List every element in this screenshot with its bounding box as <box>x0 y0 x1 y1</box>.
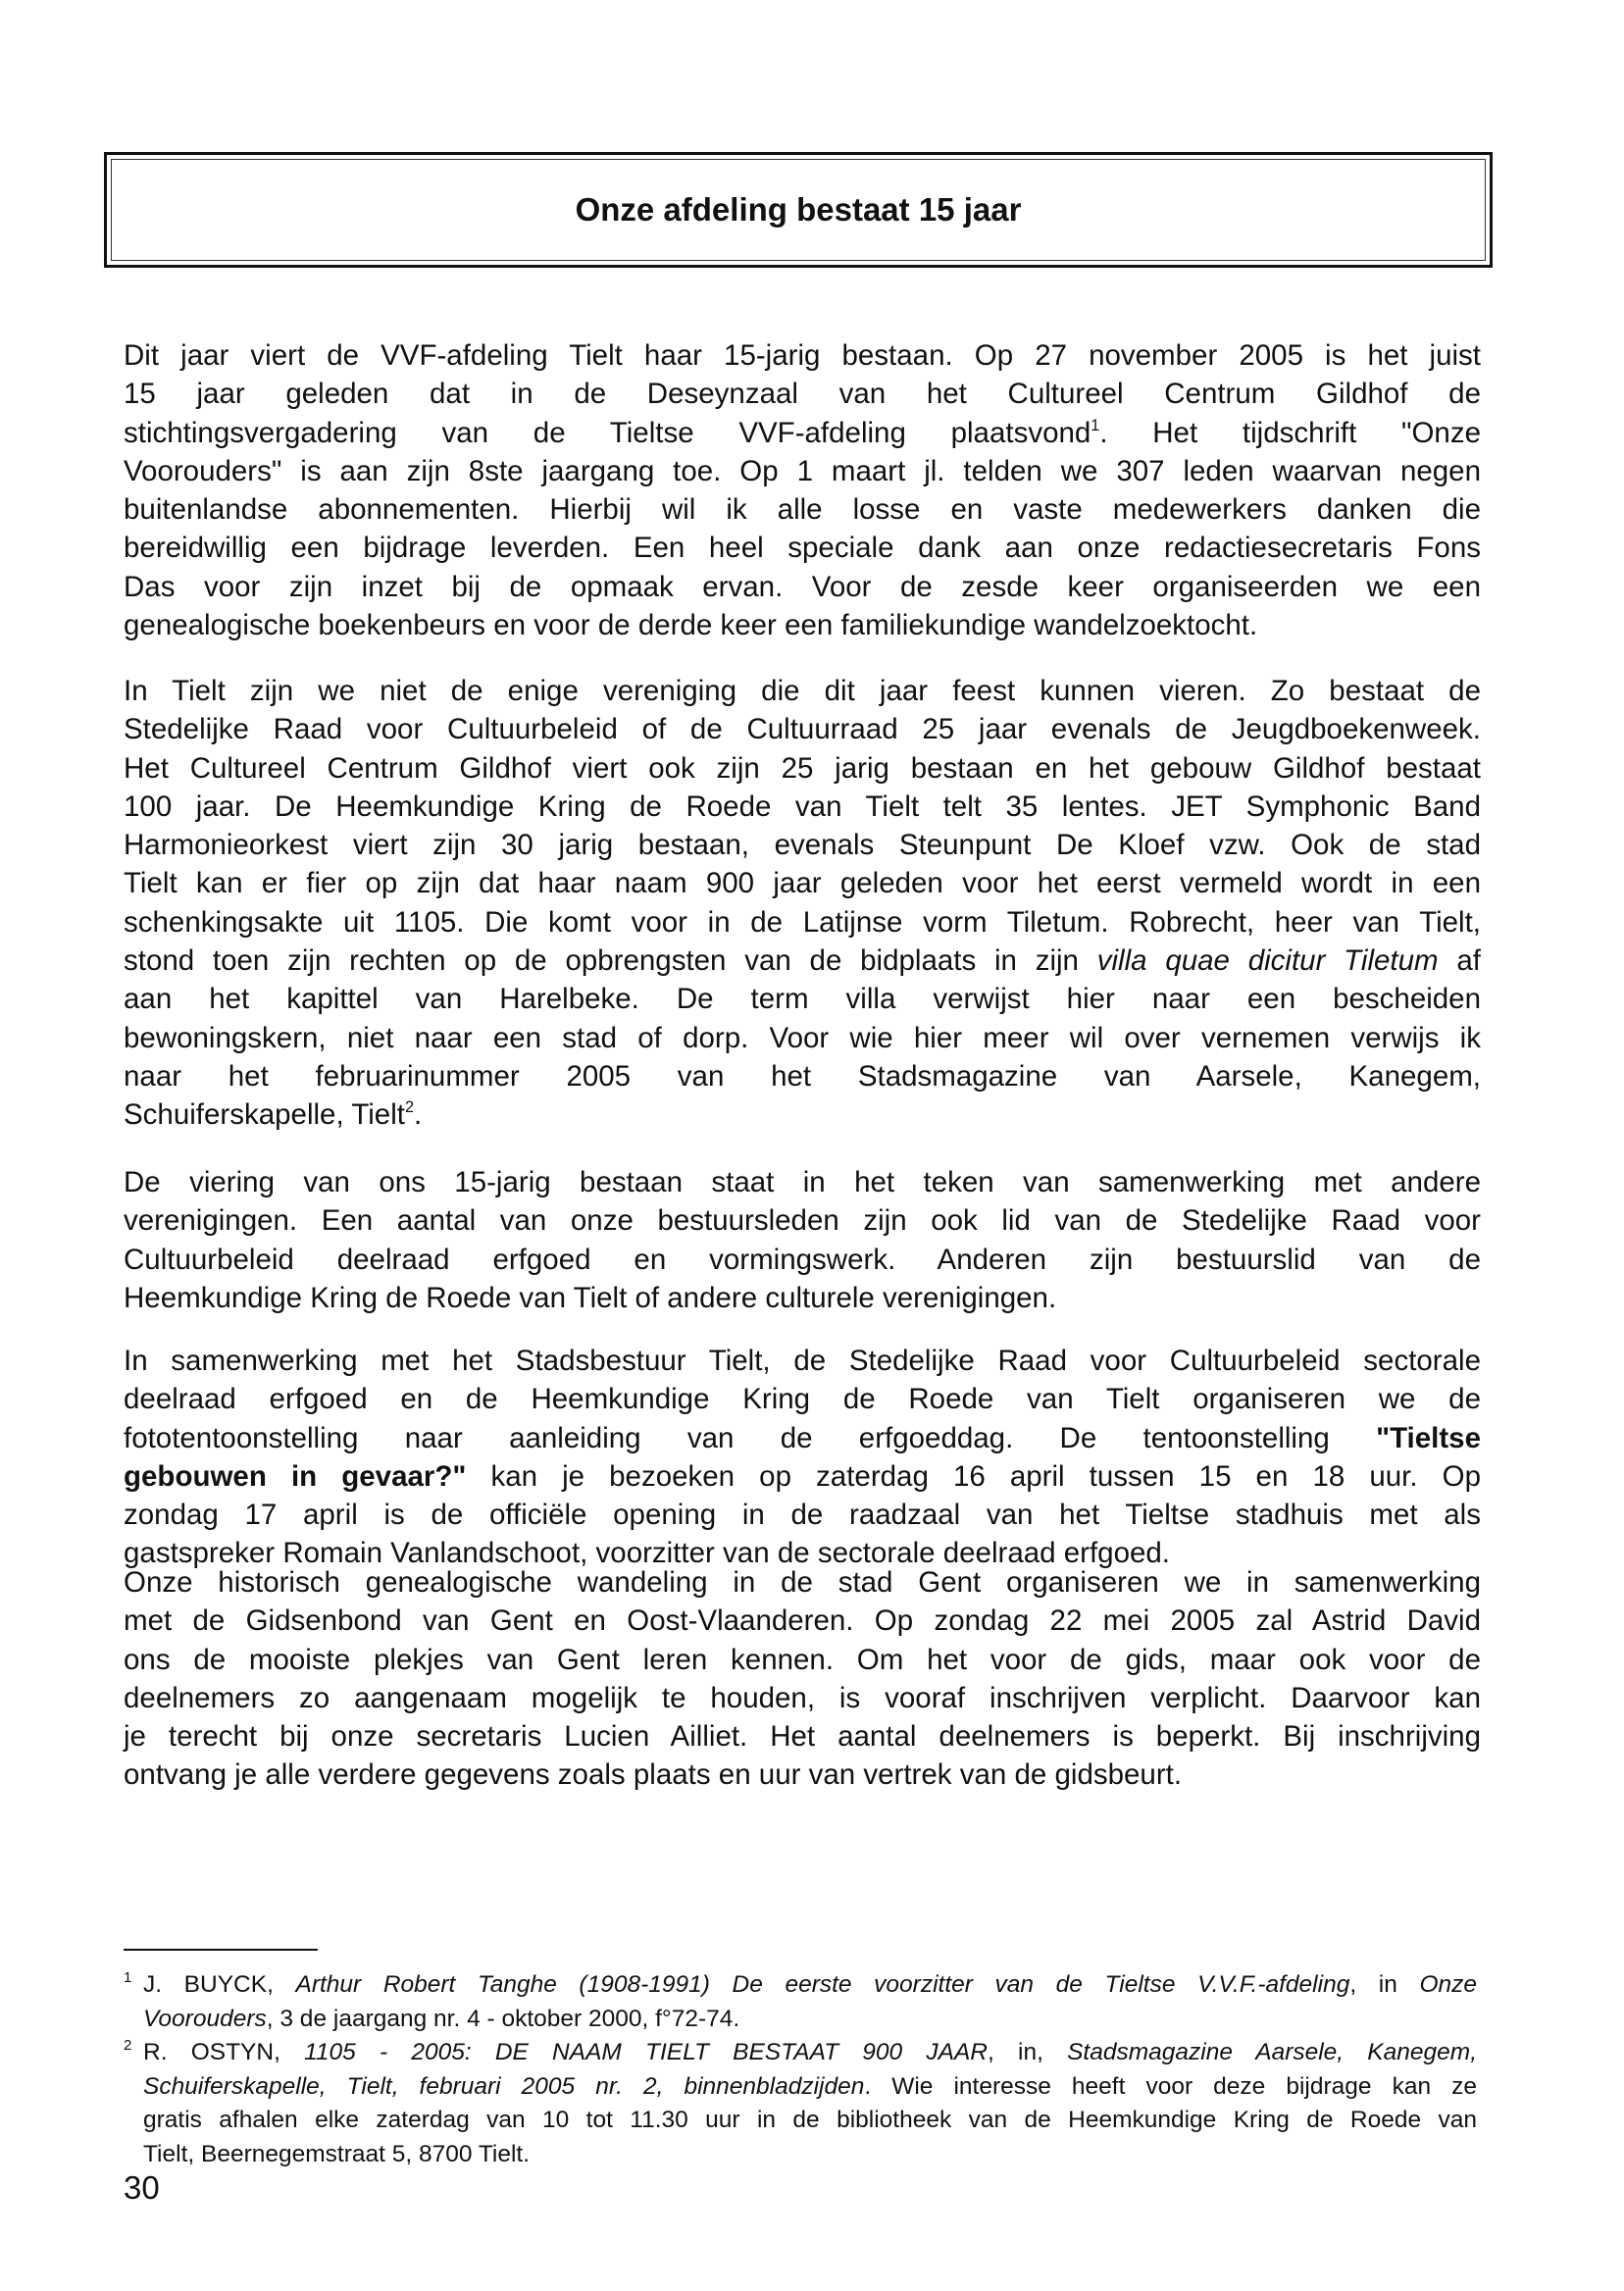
text-segment: Stedelijke Raad voor Cultuurbeleid of de Cultuurraad 25 jaar evenals de Jeugdboekenweek. <box>124 713 1481 746</box>
text-segment: bereidwillig een bijdrage leverden. Een heel speciale dank aan onze redactiesecretaris Fons <box>124 532 1481 565</box>
text-line <box>124 1717 1481 1756</box>
text-segment: De viering van ons 15-jarig bestaan staat in het teken van samenwerking met andere <box>124 1166 1481 1198</box>
text-line <box>124 568 1481 606</box>
footnote-separator <box>124 1949 318 1951</box>
text-line <box>124 1602 1481 1640</box>
text-segment: gastspreker Romain Vanlandschoot, voorzitter van de sectorale deelraad erfgoed. <box>124 1537 1170 1570</box>
footnote-reference: 2 <box>404 1098 414 1117</box>
italic-text: Schuiferskapelle, Tielt, februari 2005 nr. 2, binnenbladzijden <box>143 2072 865 2100</box>
page-title: Onze afdeling bestaat 15 jaar <box>575 191 1022 228</box>
text-segment: Cultuurbeleid deelraad erfgoed en vormingswerk. Anderen zijn bestuurslid van de <box>124 1243 1481 1276</box>
text-segment: naar het februarinummer 2005 van het Stadsmagazine van Aarsele, Kanegem, <box>124 1059 1481 1093</box>
text-line <box>124 1279 1481 1317</box>
text-line <box>124 2036 1477 2070</box>
text-line <box>124 1756 1481 1794</box>
text-segment: . <box>413 1098 423 1132</box>
paragraph <box>124 1563 1481 1795</box>
text-line <box>124 1163 1481 1201</box>
text-line <box>124 2138 1477 2172</box>
footnote-number: 2 <box>124 2037 132 2054</box>
text-line <box>124 1496 1481 1534</box>
italic-text: 1105 - 2005: DE NAAM TIELT BESTAAT 900 JAAR <box>304 2039 988 2065</box>
text-line <box>124 1342 1481 1380</box>
text-segment: schenkingsakte uit 1105. Die komt voor in de Latijnse vorm Tiletum. Robrecht, heer van Tielt, <box>124 905 1481 939</box>
text-line <box>124 788 1481 826</box>
text-segment: R. OSTYN, <box>143 2039 305 2065</box>
text-line <box>124 606 1481 644</box>
text-line <box>124 375 1481 413</box>
text-line <box>124 672 1481 710</box>
text-segment: . Wie interesse heeft voor deze bijdrage kan ze <box>864 2072 1478 2100</box>
text-line <box>124 2104 1477 2138</box>
paragraph <box>124 672 1481 1135</box>
footnote-number: 1 <box>124 1969 132 1986</box>
text-segment: 100 jaar. De Heemkundige Kring de Roede van Tielt telt 35 lentes. JET Symphonic Band <box>124 789 1481 823</box>
text-segment: Heemkundige Kring de Roede van Tielt of andere culturele verenigingen. <box>124 1281 1057 1314</box>
text-segment: ontvang je alle verdere gegevens zoals plaats en uur van vertrek van de gidsbeurt. <box>124 1758 1183 1792</box>
text-line <box>124 1095 1481 1134</box>
text-line <box>124 826 1481 864</box>
text-segment: Tielt kan er fier op zijn dat haar naam 900 jaar geleden voor het eerst vermeld wordt in een <box>124 867 1481 900</box>
text-segment: gratis afhalen elke zaterdag van 10 tot 11.30 uur in de bibliotheek van de Heemkundige Kring de Roede van <box>143 2107 1477 2134</box>
text-segment: stichtingsvergadering van de Tieltse VVF-afdeling plaatsvond <box>124 416 1091 449</box>
text-segment: ons de mooiste plekjes van Gent leren kennen. Om het voor de gids, maar ook voor de <box>124 1643 1481 1676</box>
bold-text: gebouwen in gevaar?" <box>124 1459 467 1493</box>
text-line <box>124 1057 1481 1095</box>
text-segment: Das voor zijn inzet bij de opmaak ervan. Voor de zesde keer organiseerden we een <box>124 570 1481 603</box>
text-segment: . Het tijdschrift "Onze <box>1099 416 1481 449</box>
text-line <box>124 942 1481 980</box>
text-segment: fototentoonstelling naar aanleiding van de erfgoeddag. De tentoonstelling <box>124 1421 1377 1454</box>
text-segment: , 3 de jaargang nr. 4 - oktober 2000, f°72-74. <box>266 2005 740 2032</box>
text-segment: zondag 17 april is de officiële opening in de raadzaal van het Tieltse stadhuis met als <box>124 1499 1481 1532</box>
text-segment: af <box>1438 944 1481 978</box>
text-line <box>124 1241 1481 1279</box>
text-line <box>124 1563 1481 1602</box>
text-segment: Het Cultureel Centrum Gildhof viert ook zijn 25 jarig bestaan en het gebouw Gildhof bestaat <box>124 751 1481 785</box>
text-line <box>124 1201 1481 1240</box>
text-line <box>124 336 1481 375</box>
text-segment: In samenwerking met het Stadsbestuur Tielt, de Stedelijke Raad voor Cultuurbeleid sectorale <box>124 1345 1481 1377</box>
text-segment: stond toen zijn rechten op de opbrengsten van de bidplaats in zijn <box>124 944 1097 978</box>
text-segment: aan het kapittel van Harelbeke. De term villa verwijst hier naar een bescheiden <box>124 983 1481 1016</box>
text-segment: kan je bezoeken op zaterdag 16 april tussen 15 en 18 uur. Op <box>466 1459 1481 1493</box>
text-segment: In Tielt zijn we niet de enige vereniging die dit jaar feest kunnen vieren. Zo bestaat de <box>124 675 1481 707</box>
text-line <box>124 903 1481 942</box>
text-segment: 15 jaar geleden dat in de Deseynzaal van het Cultureel Centrum Gildhof de <box>124 378 1481 411</box>
text-line <box>124 2003 1477 2037</box>
footnote <box>124 1968 1477 2036</box>
italic-text: Voorouders <box>143 2005 267 2032</box>
text-line <box>124 1679 1481 1717</box>
text-segment: Dit jaar viert de VVF-afdeling Tielt haar 15-jarig bestaan. Op 27 november 2005 is het juist <box>124 339 1481 372</box>
paragraph <box>124 1342 1481 1573</box>
text-line <box>124 452 1481 490</box>
text-segment: je terecht bij onze secretaris Lucien Ailliet. Het aantal deelnemers is beperkt. Bij inschrijving <box>124 1720 1481 1754</box>
footnote <box>124 2036 1477 2171</box>
text-line <box>124 1419 1481 1457</box>
italic-text: Arthur Robert Tanghe (1908-1991) De eerste voorzitter van de Tieltse V.V.F.-afdeling <box>295 1971 1350 1998</box>
bold-text: "Tieltse <box>1376 1421 1481 1454</box>
text-line <box>124 1380 1481 1418</box>
text-segment: Tielt, Beernegemstraat 5, 8700 Tielt. <box>143 2140 531 2167</box>
text-line <box>124 710 1481 748</box>
text-line <box>124 529 1481 567</box>
text-line <box>124 2070 1477 2105</box>
text-line <box>124 749 1481 788</box>
text-line <box>124 980 1481 1018</box>
text-segment: deelraad erfgoed en de Heemkundige Kring de Roede van Tielt organiseren we de <box>124 1383 1481 1416</box>
italic-text: Onze <box>1419 1971 1477 1998</box>
title-box-inner <box>111 159 1486 261</box>
text-line <box>124 490 1481 529</box>
italic-text: villa quae dicitur Tiletum <box>1096 944 1439 978</box>
text-segment: , in <box>1349 1971 1420 1998</box>
text-segment: genealogische boekenbeurs en voor de derde keer een familiekundige wandelzoektocht. <box>124 609 1258 642</box>
text-segment: , in, <box>988 2039 1068 2065</box>
text-segment: buitenlandse abonnementen. Hierbij wil ik alle losse en vaste medewerkers danken die <box>124 493 1481 527</box>
text-line <box>124 414 1481 452</box>
text-segment: met de Gidsenbond van Gent en Oost-Vlaanderen. Op zondag 22 mei 2005 zal Astrid David <box>124 1604 1481 1638</box>
text-line <box>124 1968 1477 2003</box>
text-segment: Onze historisch genealogische wandeling in de stad Gent organiseren we in samenwerking <box>124 1566 1481 1599</box>
paragraph <box>124 336 1481 644</box>
text-line <box>124 1019 1481 1057</box>
text-segment: deelnemers zo aangenaam mogelijk te houden, is vooraf inschrijven verplicht. Daarvoor kan <box>124 1681 1481 1714</box>
text-segment: Voorouders" is aan zijn 8ste jaargang toe. Op 1 maart jl. telden we 307 leden waarvan negen <box>124 454 1481 487</box>
text-segment: Schuiferskapelle, Tielt <box>124 1098 405 1132</box>
italic-text: Stadsmagazine Aarsele, Kanegem, <box>1067 2039 1477 2065</box>
text-line <box>124 864 1481 902</box>
text-line <box>124 1457 1481 1496</box>
text-segment: verenigingen. Een aantal van onze bestuursleden zijn ook lid van de Stedelijke Raad voor <box>124 1204 1481 1238</box>
text-segment: Harmonieorkest viert zijn 30 jarig bestaan, evenals Steunpunt De Kloef vzw. Ook de stad <box>124 829 1481 862</box>
text-line <box>124 1641 1481 1679</box>
text-segment: J. BUYCK, <box>143 1971 296 1998</box>
text-segment: bewoningskern, niet naar een stad of dorp. Voor wie hier meer wil over vernemen verwijs ik <box>124 1021 1481 1054</box>
paragraph <box>124 1163 1481 1317</box>
page-number: 30 <box>124 2169 160 2206</box>
title-box <box>104 152 1493 268</box>
footnote-reference: 1 <box>1091 416 1100 434</box>
